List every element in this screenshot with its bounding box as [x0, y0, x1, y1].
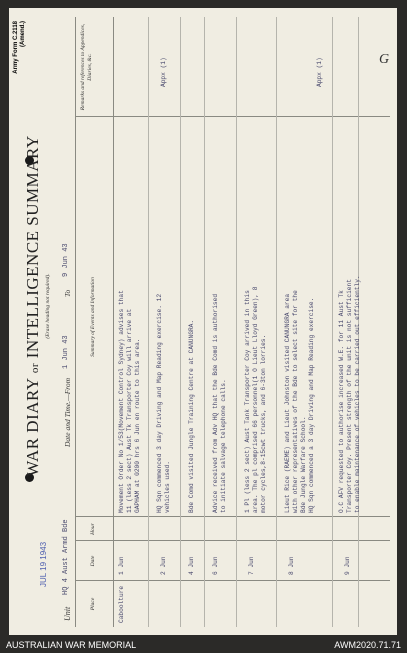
- unit-label: Unit: [63, 606, 72, 621]
- header-summary: Summary of Events and Information: [90, 276, 96, 357]
- war-diary-sheet: [9, 8, 397, 635]
- column-divider: [76, 116, 390, 117]
- column-divider: [76, 516, 390, 517]
- header-hour: Hour: [90, 522, 96, 535]
- row-divider: [236, 17, 237, 627]
- erase-note: (Erase heading not required).: [45, 272, 51, 339]
- date-stamp: JUL 19 1943: [39, 541, 48, 587]
- entry-date: 6 Jun: [212, 555, 219, 575]
- entry-date: 1 Jun: [118, 555, 125, 575]
- entry-date: 7 Jun: [248, 555, 255, 575]
- footer-accession: AWM2020.71.71: [334, 640, 401, 650]
- diary-title: WAR DIARY or INTELLIGENCE SUMMARY: [23, 134, 42, 477]
- footer-credit: AUSTRALIAN WAR MEMORIAL: [6, 640, 137, 650]
- entry-remark: Appx (1): [160, 56, 167, 87]
- entry-summary: Bde Comd visited Jungle Training Centre at CANUNGRA.: [188, 319, 195, 513]
- unit-value: HQ 4 Aust Armd Bde: [62, 518, 70, 595]
- header-date: Date: [90, 555, 96, 566]
- column-divider: [76, 580, 390, 581]
- officer-initials: G: [378, 51, 390, 67]
- row-divider: [332, 17, 333, 627]
- entry-remark: Appx (1): [316, 56, 323, 87]
- entry-summary: HQ Sqn commenced 3 day Driving and Map Reading exercise. 12 vehicles used.: [156, 293, 171, 513]
- row-divider: [204, 17, 205, 627]
- date-from-value: 1 Jun 43: [62, 334, 70, 369]
- entry-summary: 1 Pl (less 2 sect) Aust Tank Transporter Coy arrived in this area. The pl comprised 66 personnel(1 O Lieut Lloyd Green), 8 motor cycles,8-15cwt trucks, and 6-3ton lorries.: [244, 286, 267, 513]
- entry-date: 4 Jun: [188, 555, 195, 575]
- form-number: Army Form C.2118 (Amend.): [13, 20, 26, 74]
- column-divider: [76, 540, 390, 541]
- entry-date: 8 Jun: [288, 555, 295, 575]
- header-place: Place: [90, 597, 96, 610]
- entry-date: 2 Jun: [160, 555, 167, 575]
- entry-date: 9 Jun: [344, 555, 351, 575]
- entry-place: Caboolture: [118, 585, 125, 623]
- entry-summary: Lieut Rice (RAEME) and Lieut Johnston visited CANUNGRA area with other representatives of the Bde to select site for the Bde Jungle Warfare School. HQ Sqn commenced a 3 day Driving and Map Reading exercise.: [284, 289, 315, 513]
- rotated-form: [13, 17, 390, 627]
- entry-summary: O.C AFV requested to authorise increased W.E. for 11 Aust Tk Transporter Coy. Present strength of the unit is not sufficient to enable maintenance of vehicles to be carried out efficiently.: [338, 274, 361, 513]
- header-divider: [113, 17, 114, 627]
- row-divider: [180, 17, 181, 627]
- entry-summary: Advice received from Adv HQ that the Bde Comd is authorised to initiate salvage telephone calls.: [212, 293, 227, 513]
- date-to-value: 9 Jun 43: [62, 242, 70, 277]
- entry-summary: Movement Order No 1/53(Movement Control Sydney) advises that 11 (less 2 sect) Aust Tk Transporter Coy will arrive at GAPHAM at 0200 hrs 6 Jun en route to this area.: [118, 289, 141, 513]
- row-divider: [276, 17, 277, 627]
- header-remarks: Remarks and references to Appendices, Diaries, &c.: [80, 23, 93, 110]
- date-from-label: Date and Time.—From: [63, 377, 72, 447]
- row-divider: [148, 17, 149, 627]
- date-to-label: To: [63, 289, 72, 297]
- diary-table: [75, 17, 390, 627]
